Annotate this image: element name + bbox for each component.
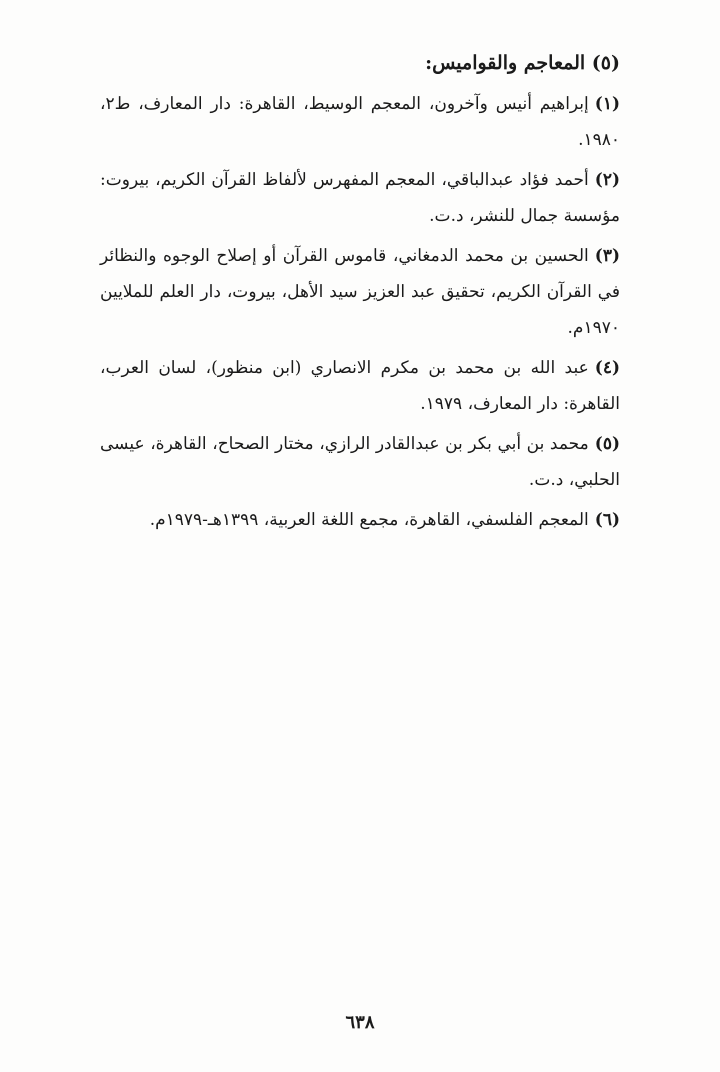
bibliography-entry [100,86,620,158]
entry-text: الحسين بن محمد الدمغاني، قاموس القرآن أو إصلاح الوجوه والنظائر في القرآن الكريم، تحقيق عبد العزيز سيد الأهل، بيروت، دار العلم للملايين ١٩٧٠م. [100,246,620,338]
page-number: ٦٣٨ [345,1012,375,1033]
bibliography-entry [100,162,620,234]
bibliography-entry [100,350,620,422]
entry-number: (٦) [594,510,620,530]
entry-number: (٥) [594,434,620,454]
bibliography-entry [100,502,620,538]
section-heading: (٥) المعاجم والقواميس: [425,52,620,74]
entry-number: (٣) [594,246,620,266]
entry-text: أحمد فؤاد عبدالباقي، المعجم المفهرس لألفاظ القرآن الكريم، بيروت: مؤسسة جمال للنشر، د.ت. [100,170,620,226]
entry-text: إبراهيم أنيس وآخرون، المعجم الوسيط، القاهرة: دار المعارف، ط٢، ١٩٨٠. [100,94,620,150]
bibliography-entry [100,238,620,346]
entry-number: (١) [594,94,620,114]
entry-number: (٢) [594,170,620,190]
entry-number: (٤) [594,358,620,378]
bibliography-entry [100,426,620,498]
bibliography-section [100,46,620,542]
entry-text: عبد الله بن محمد بن مكرم الانصاري (ابن منظور)، لسان العرب، القاهرة: دار المعارف، ١٩٧٩. [100,358,620,414]
entry-text: محمد بن أبي بكر بن عبدالقادر الرازي، مختار الصحاح، القاهرة، عيسى الحلبي، د.ت. [100,434,620,490]
entry-text: المعجم الفلسفي، القاهرة، مجمع اللغة العربية، ١٣٩٩هـ-١٩٧٩م. [149,510,589,530]
